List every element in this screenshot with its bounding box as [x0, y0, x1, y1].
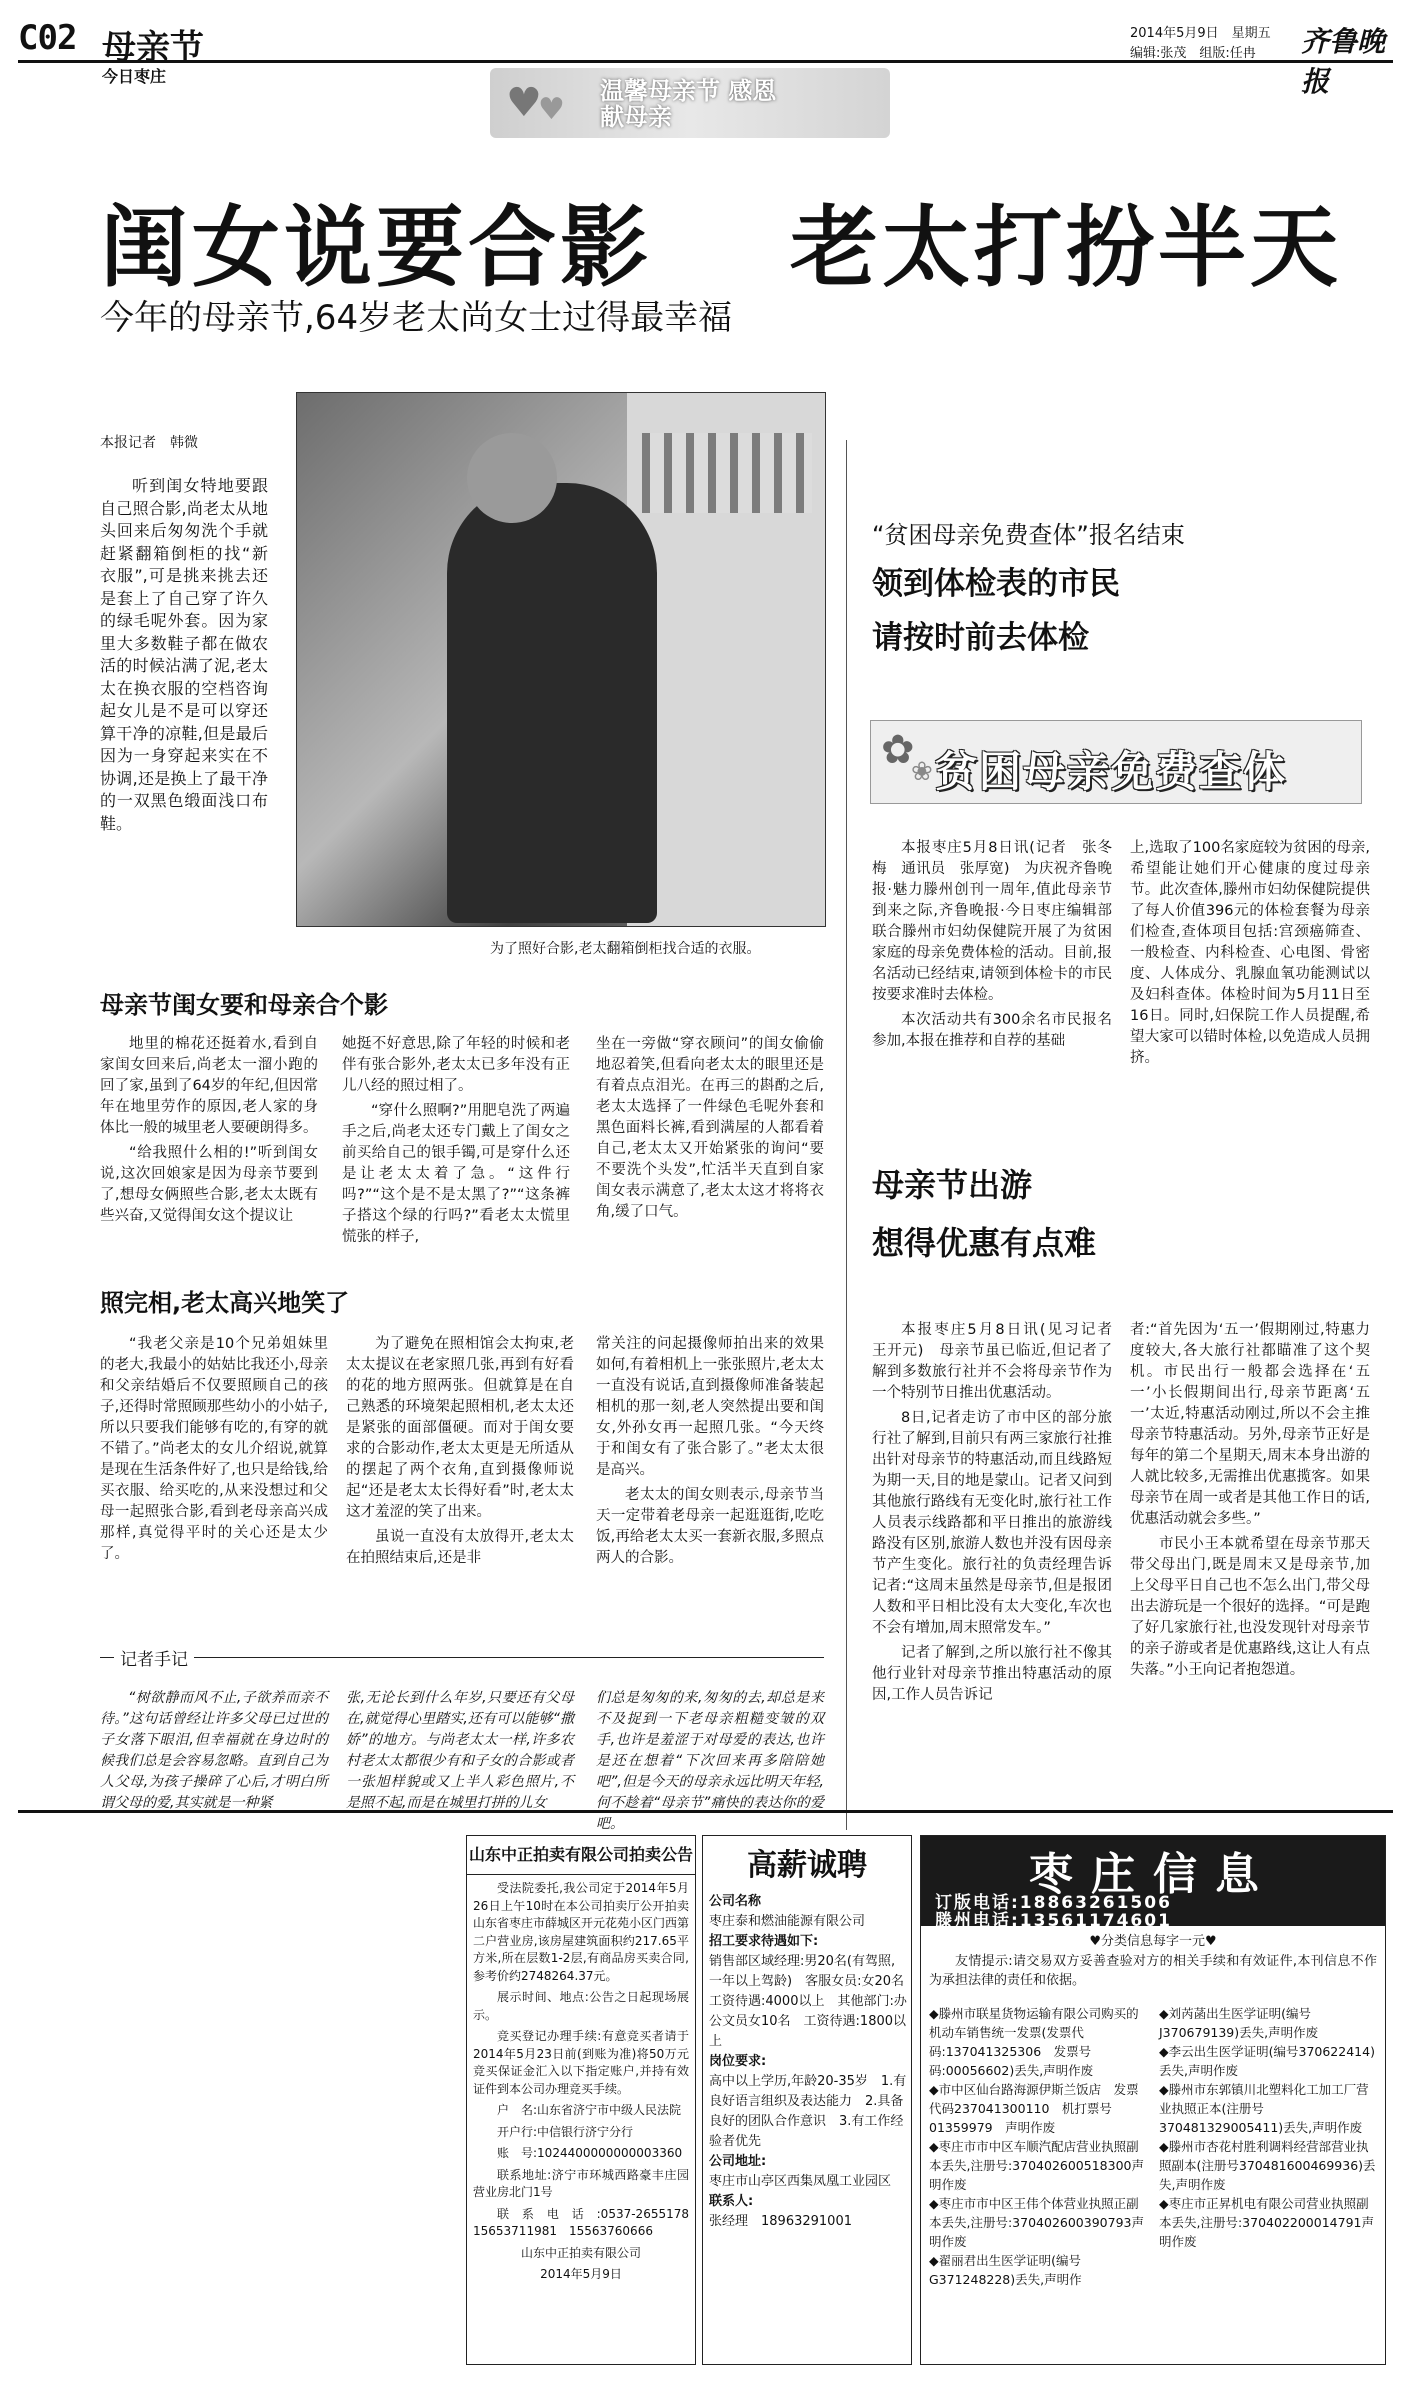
- paragraph: 本报枣庄5月8日讯(见习记者 王开元) 母亲节虽已临近,但记者了解到多数旅行社并不会将母亲节作为一个特别节日推出优惠活动。: [872, 1322, 1127, 1401]
- section1-column-2: [342, 1034, 570, 1296]
- recruitment-body: [709, 1892, 918, 2362]
- recruit-text: 高中以上学历,年龄20-35岁 1.有良好语言组织及表达能力 2.具备良好的团队合作意识 3.有工作经验者优先: [709, 2074, 907, 2149]
- woman-figure: [447, 483, 657, 923]
- note-column-1: [100, 1688, 328, 1838]
- auction-line: 开户行:中信银行济宁分行: [497, 2124, 634, 2139]
- recruit-item: [709, 2192, 907, 2232]
- header-rule: [18, 60, 1393, 63]
- recruit-item: [709, 1932, 918, 2052]
- main-photo: [296, 392, 826, 927]
- paragraph: 记者了解到,之所以旅行社不像其他行业针对母亲节推出特惠活动的原因,工作人员告诉记: [872, 1645, 1112, 1703]
- auction-body: [473, 1880, 702, 2360]
- note-text: 张,无论长到什么年岁,只要还有父母在,就觉得心里踏实,还有可以能够“撒娇”的地方。与尚老太太一样,许多农村老太太都很少有和子女的合影或者一张旭样貌或又上半人彩色照片,不是照不起,而是在城里打拼的儿女: [346, 1690, 574, 1811]
- intro-paragraph: [100, 475, 268, 915]
- classified-notice: [929, 1952, 1377, 1996]
- headline-part-2: 老太打扮半天: [790, 196, 1343, 299]
- paragraph: 虽说一直没有太放得开,老太太在拍照结束后,还是非: [346, 1529, 574, 1566]
- paragraph: 为了避免在照相馆会太拘束,老太太提议在老家照几张,再到有好看的花的地方照两张。但就算是在自己熟悉的环境架起照相机,老太太还是紧张的面部僵硬。而对于闺女要求的合影动作,老太太更是无所适从的摆起了两个衣角,直到摄像师说起“还是老太太长得好看”时,老太太这才羞涩的笑了出来。: [346, 1336, 574, 1520]
- column-divider: [846, 440, 847, 1830]
- wardrobe-pattern: [642, 433, 812, 513]
- auction-line: 2014年5月9日: [540, 2267, 622, 2281]
- heart-icon: ♥: [538, 92, 565, 127]
- recruit-item: [709, 1892, 907, 1932]
- flower-icon: ✿: [881, 727, 915, 773]
- classified-item: ◆滕州市联星货物运输有限公司购买的机动车销售统一发票(发票代码:137041325306 发票号码:00056602)丢失,声明作废: [929, 2006, 1139, 2078]
- right-story-2-column-2: [1130, 1320, 1370, 1880]
- section2-column-3: [596, 1334, 824, 1634]
- classified-item: ◆枣庄市市中区车顺汽配店营业执照副本丢失,注册号:370402600518300声明作废: [929, 2139, 1144, 2192]
- note-label: 记者手记: [114, 1645, 194, 1670]
- classified-item: ◆枣庄市市中区王伟个体营业执照正副本丢失,注册号:370402600390793声明作废: [929, 2196, 1144, 2249]
- classified-header: [921, 1836, 1385, 1931]
- classified-info: [920, 1835, 1386, 2365]
- headline-part-1: 闺女说要合影: [100, 196, 653, 299]
- right-story-1-column-1: [872, 838, 1112, 1118]
- paragraph: 老太太的闺女则表示,母亲节当天一定带着老母亲一起逛逛街,吃吃饭,再给老太太买一套新衣服,多照点两人的合影。: [596, 1487, 824, 1566]
- classified-title: 枣庄信息: [1029, 1849, 1277, 1900]
- classified-item: ◆李云出生医学证明(编号370622414)丢失,声明作废: [1159, 2044, 1375, 2078]
- recruit-label: 公司名称: [709, 1894, 762, 1909]
- classified-item: ◆刘芮菡出生医学证明(编号J370679139)丢失,声明作废: [1159, 2006, 1319, 2040]
- woman-head: [467, 433, 557, 523]
- recruit-item: [709, 2052, 907, 2152]
- paragraph: 常关注的问起摄像师拍出来的效果如何,有着相机上一张张照片,老太太一直没有说话,直到摄像师准备装起相机的那一刻,老人突然提出要和闺女,外孙女再一起照几张。“今天终于和闺女有了张合影了。”老太太很是高兴。: [596, 1336, 824, 1478]
- classified-phone-1: 订版电话:18863261506: [935, 1893, 1172, 1913]
- recruit-text: 销售部区域经理:男20名(有驾照,一年以上驾龄) 客服女员:女20名 工资待遇:4000以上 其他部门:办公文员女10名 工资待遇:1800以上: [709, 1954, 918, 2049]
- classified-item: ◆市中区仙台路海源伊斯兰饭店 发票代码237041300110 机打票号01359979 声明作废: [929, 2082, 1139, 2135]
- right-story-1-kicker: “贫困母亲免费查体”报名结束: [872, 521, 1185, 549]
- auction-line: 展示时间、地点:公告之日起现场展示。: [473, 1990, 689, 2022]
- section-heading-2: 照完相,老太高兴地笑了: [100, 1289, 350, 1317]
- heart-icon: ♥: [506, 80, 542, 126]
- section2-column-1: [100, 1334, 328, 1634]
- paragraph: 本报枣庄5月8日讯(记者 张冬梅 通讯员 张厚宽) 为庆祝齐鲁晚报·魅力滕州创刊一周年,值此母亲节到来之际,齐鲁晚报·今日枣庄编辑部联合滕州市妇幼保健院开展了为贫困家庭的母亲免费体检的活动。目前,报名活动已经结束,请领到体检卡的市民按要求准时去体检。: [872, 840, 1112, 1003]
- auction-notice: [466, 1835, 702, 2365]
- notice-text: 友情提示:请交易双方妥善查验对方的相关手续和有效证件,本刊信息不作为承担法律的责任和依据。: [929, 1954, 1377, 1988]
- right-story-1-title-1: 领到体检表的市民: [872, 566, 1120, 602]
- recruit-label: 联系人:: [709, 2194, 754, 2209]
- note-text: “树欲静而风不止,子欲养而亲不待。”这句话曾经让许多父母已过世的子女落下眼泪,但幸福就在身边时的候我们总是会容易忽略。直到自己为人父母,为孩子操碎了心后,才明白所谓父母的爱,其实就是一种紧: [100, 1690, 328, 1811]
- subsection-name: 今日枣庄: [102, 67, 167, 86]
- section1-column-3: [596, 1034, 824, 1296]
- main-subheadline: 今年的母亲节,64岁老太尚女士过得最幸福: [100, 298, 733, 338]
- note-rule: [100, 1657, 824, 1658]
- paragraph: 她挺不好意思,除了年轻的时候和老伴有张合影外,老太太已多年没有正儿八经的照过相了。: [342, 1036, 570, 1094]
- recruit-text: 张经理 18963291001: [709, 2214, 852, 2229]
- classified-item: ◆滕州市东郭镇川北塑料化工加工厂营业执照正本(注册号370481329005411)丢失,声明作废: [1159, 2082, 1369, 2135]
- section2-column-2: [346, 1334, 574, 1634]
- flower-icon: ❀: [911, 757, 933, 787]
- recruit-text: 枣庄市山亭区西集凤凰工业园区: [709, 2174, 892, 2189]
- note-column-3: [596, 1688, 824, 1838]
- byline: 本报记者 韩微: [100, 435, 198, 451]
- recruit-label: 公司地址:: [709, 2154, 767, 2169]
- paragraph: 市民小王本就希望在母亲节那天带父母出门,既是周末又是母亲节,加上父母平日自己也不怎么出门,带父母出去游玩是一个很好的选择。“可是跑了好几家旅行社,也没发现针对母亲节的亲子游或者是优惠路线,这让人有点失落。”小王向记者抱怨道。: [1130, 1536, 1370, 1678]
- page-number: C02: [18, 18, 77, 58]
- paragraph: “我老父亲是10个兄弟姐妹里的老大,我最小的姑姑比我还小,母亲和父亲结婚后不仅要照顾自己的孩子,还得时常照顾那些幼小的小姑子,所以只要我们能够有吃的,有穿的就不错了。”尚老太的女儿介绍说,就算是现在生活条件好了,也只是给钱,给买衣服、给买吃的,从来没想过和父母一起照张合影,看到老母亲高兴成那样,真觉得平时的关心还是太少了。: [100, 1336, 328, 1562]
- auction-line: 受法院委托,我公司定于2014年5月26日上午10时在本公司拍卖厅公开拍卖山东省枣庄市薛城区开元花苑小区门西第二户营业房,该房屋建筑面积约217.65平方米,所在层数1-2层,有商品房买卖合同,参考价约2748264.37元。: [473, 1881, 690, 1983]
- recruitment-title: 高薪诚聘: [747, 1848, 867, 1883]
- classified-item: ◆枣庄市正昇机电有限公司营业执照副本丢失,注册号:370402200014791声明作废: [1159, 2196, 1374, 2249]
- auction-line: 户 名:山东省济宁市中级人民法院: [497, 2103, 682, 2117]
- paragraph: 上,选取了100名家庭较为贫困的母亲,希望能让她们开心健康的度过母亲节。此次查体,滕州市妇幼保健院提供了每人价值396元的体检套餐为母亲们检查,查体项目包括:宫颈癌筛查、一般检查、内科检查、心电图、骨密度、人体成分、乳腺血氧功能测试以及妇科查体。体检时间为5月11日至16日。同时,妇保院工作人员提醒,希望大家可以错时体检,以免造成人员拥挤。: [1130, 840, 1370, 1066]
- auction-title: 山东中正拍卖有限公司拍卖公告: [467, 1836, 695, 1875]
- classified-item: ◆滕州市杏花村胜利调料经营部营业执照副本(注册号370481600469936)丢失,声明作废: [1159, 2139, 1376, 2192]
- right-story-2-title-2: 想得优惠有点难: [872, 1224, 1097, 1262]
- issue-date: 2014年5月9日 星期五: [1130, 26, 1271, 41]
- classified-column-2: [1159, 2004, 1379, 2360]
- note-column-2: [346, 1688, 574, 1838]
- section-heading-1: 母亲节闺女要和母亲合个影: [100, 991, 388, 1019]
- classified-item: ◆翟丽君出生医学证明(编号G371248228)丢失,声明作: [929, 2253, 1082, 2287]
- auction-line: 联系地址:济宁市环城西路豪丰庄园营业房北门1号: [473, 2167, 689, 2199]
- auction-line: 竞买登记办理手续:有意竞买者请于2014年5月23日前(到账为准)将50万元竞买保证金汇入以下指定账户,并持有效证件到本公司办理竞买手续。: [473, 2029, 689, 2096]
- paragraph: 者:“首先因为‘五一’假期刚过,特惠力度较大,各大旅行社都瞄准了这个契机。市民出行一般都会选择在‘五一’小长假期间出行,母亲节距离‘五一’太近,特惠活动刚过,所以不会主推母亲节特惠活动。另外,母亲节正好是每年的第二个星期天,周末本身出游的人就比较多,无需推出优惠揽客。如果母亲节在周一或者是其他工作日的话,优惠活动就会多些。”: [1130, 1322, 1370, 1527]
- ads-divider: [18, 1810, 1393, 1813]
- classified-column-1: [929, 2004, 1149, 2360]
- section1-column-1: [100, 1034, 318, 1296]
- recruit-label: 招工要求待遇如下:: [709, 1934, 819, 1949]
- banner-text: 温馨母亲节 感恩献母亲: [600, 77, 777, 131]
- auction-line: 山东中正拍卖有限公司: [520, 2245, 641, 2260]
- intro-text: 听到闺女特地要跟自己照合影,尚老太从地头回来后匆匆洗个手就赶紧翻箱倒柜的找“新衣服”,可是挑来挑去还是套上了自己穿了许久的绿毛呢外套。因为家里大多数鞋子都在做农活的时候沾满了泥,老太太在换衣服的空档咨询起女儿是不是可以穿还算干净的凉鞋,但是最后因为一身穿起来实在不协调,还是换上了最干净的一双黑色缎面浅口布鞋。: [100, 476, 268, 833]
- main-headline: [100, 178, 1380, 299]
- recruit-text: 枣庄泰和燃油能源有限公司: [709, 1914, 866, 1929]
- auction-line: 联系电话:0537-2655178 15653711981 15563760666: [473, 2206, 702, 2238]
- paragraph: 地里的棉花还挺着水,看到自家闺女回来后,尚老太一溜小跑的回了家,虽到了64岁的年纪,但因常年在地里劳作的原因,老人家的身体比一般的城里老人要硬朗得多。: [100, 1036, 318, 1136]
- paragraph: 8日,记者走访了市中区的部分旅行社了解到,目前只有两三家旅行社推出针对母亲节的特惠活动,而且线路短为期一天,目的地是蒙山。记者又问到其他旅行路线有无变化时,旅行社工作人员表示线路都和平日推出的旅游线路没有区别,旅游人数也并没有因母亲节产生变化。旅行社的负责经理告诉记者:“这周末虽然是母亲节,但是报团人数和平日相比没有太大变化,车次也不会有增加,周末照常发车。”: [872, 1410, 1112, 1636]
- banner-text: 贫困母亲免费查体: [935, 747, 1288, 796]
- free-checkup-banner: [870, 720, 1362, 804]
- paragraph: 坐在一旁做“穿衣顾问”的闺女偷偷地忍着笑,但看向老太太的眼里还是有着点点泪光。在再三的斟酌之后,老太太选择了一件绿色毛呢外套和黑色面料长裤,看到满屋的人都看着自己,老太太又开始紧张的询问“要不要洗个头发”,忙活半天直到自家闺女表示满意了,老太太这才将将衣角,缓了口气。: [596, 1036, 824, 1220]
- right-story-2-column-1: [872, 1320, 1127, 1880]
- recruitment-ad: [702, 1835, 918, 2365]
- brand-logo: 齐鲁晚报: [1301, 25, 1386, 98]
- right-story-2-title-1: 母亲节出游: [872, 1166, 1033, 1204]
- classified-phone-2: 滕州电话:13561174601: [935, 1911, 1172, 1931]
- paragraph: 本次活动共有300余名市民报名参加,本报在推荐和自荐的基础: [872, 1012, 1112, 1049]
- section-name: 母亲节: [102, 28, 204, 68]
- paragraph: “穿什么照啊?”用肥皂洗了两遍手之后,尚老太还专门戴上了闺女之前买给自己的银手镯,可是穿什么还是让老太太着了急。“这件行吗?”“这个是不是太黑了?”“这条裤子搭这个绿的行吗?”看老太太慌里慌张的样子,: [342, 1103, 570, 1245]
- classified-slogan: ♥分类信息每字一元♥: [1089, 1934, 1217, 1949]
- right-story-1-title-2: 请按时前去体检: [872, 620, 1089, 656]
- mothers-day-banner: [490, 68, 890, 138]
- auction-line: 账 号:1024400000000003360: [497, 2146, 683, 2160]
- paragraph: “给我照什么相的!”听到闺女说,这次回娘家是因为母亲节要到了,想母女俩照些合影,老太太既有些兴奋,又觉得闺女这个提议让: [100, 1145, 318, 1224]
- recruit-item: [709, 2152, 907, 2192]
- right-story-1-column-2: [1130, 838, 1370, 1118]
- recruit-label: 岗位要求:: [709, 2054, 767, 2069]
- photo-caption: 为了照好合影,老太翻箱倒柜找合适的衣服。: [490, 941, 761, 957]
- note-text: 们总是匆匆的来,匆匆的去,却总是来不及捉到一下老母亲粗糙变皱的双手,也许是羞涩于对母爱的表达,也许是还在想着“下次回来再多陪陪她吧”,但是今天的母亲永远比明天年轻,何不趁着“母亲节”痛快的表达你的爱吧。: [596, 1690, 824, 1832]
- editors: 编辑:张茂 组版:任冉: [1130, 46, 1256, 61]
